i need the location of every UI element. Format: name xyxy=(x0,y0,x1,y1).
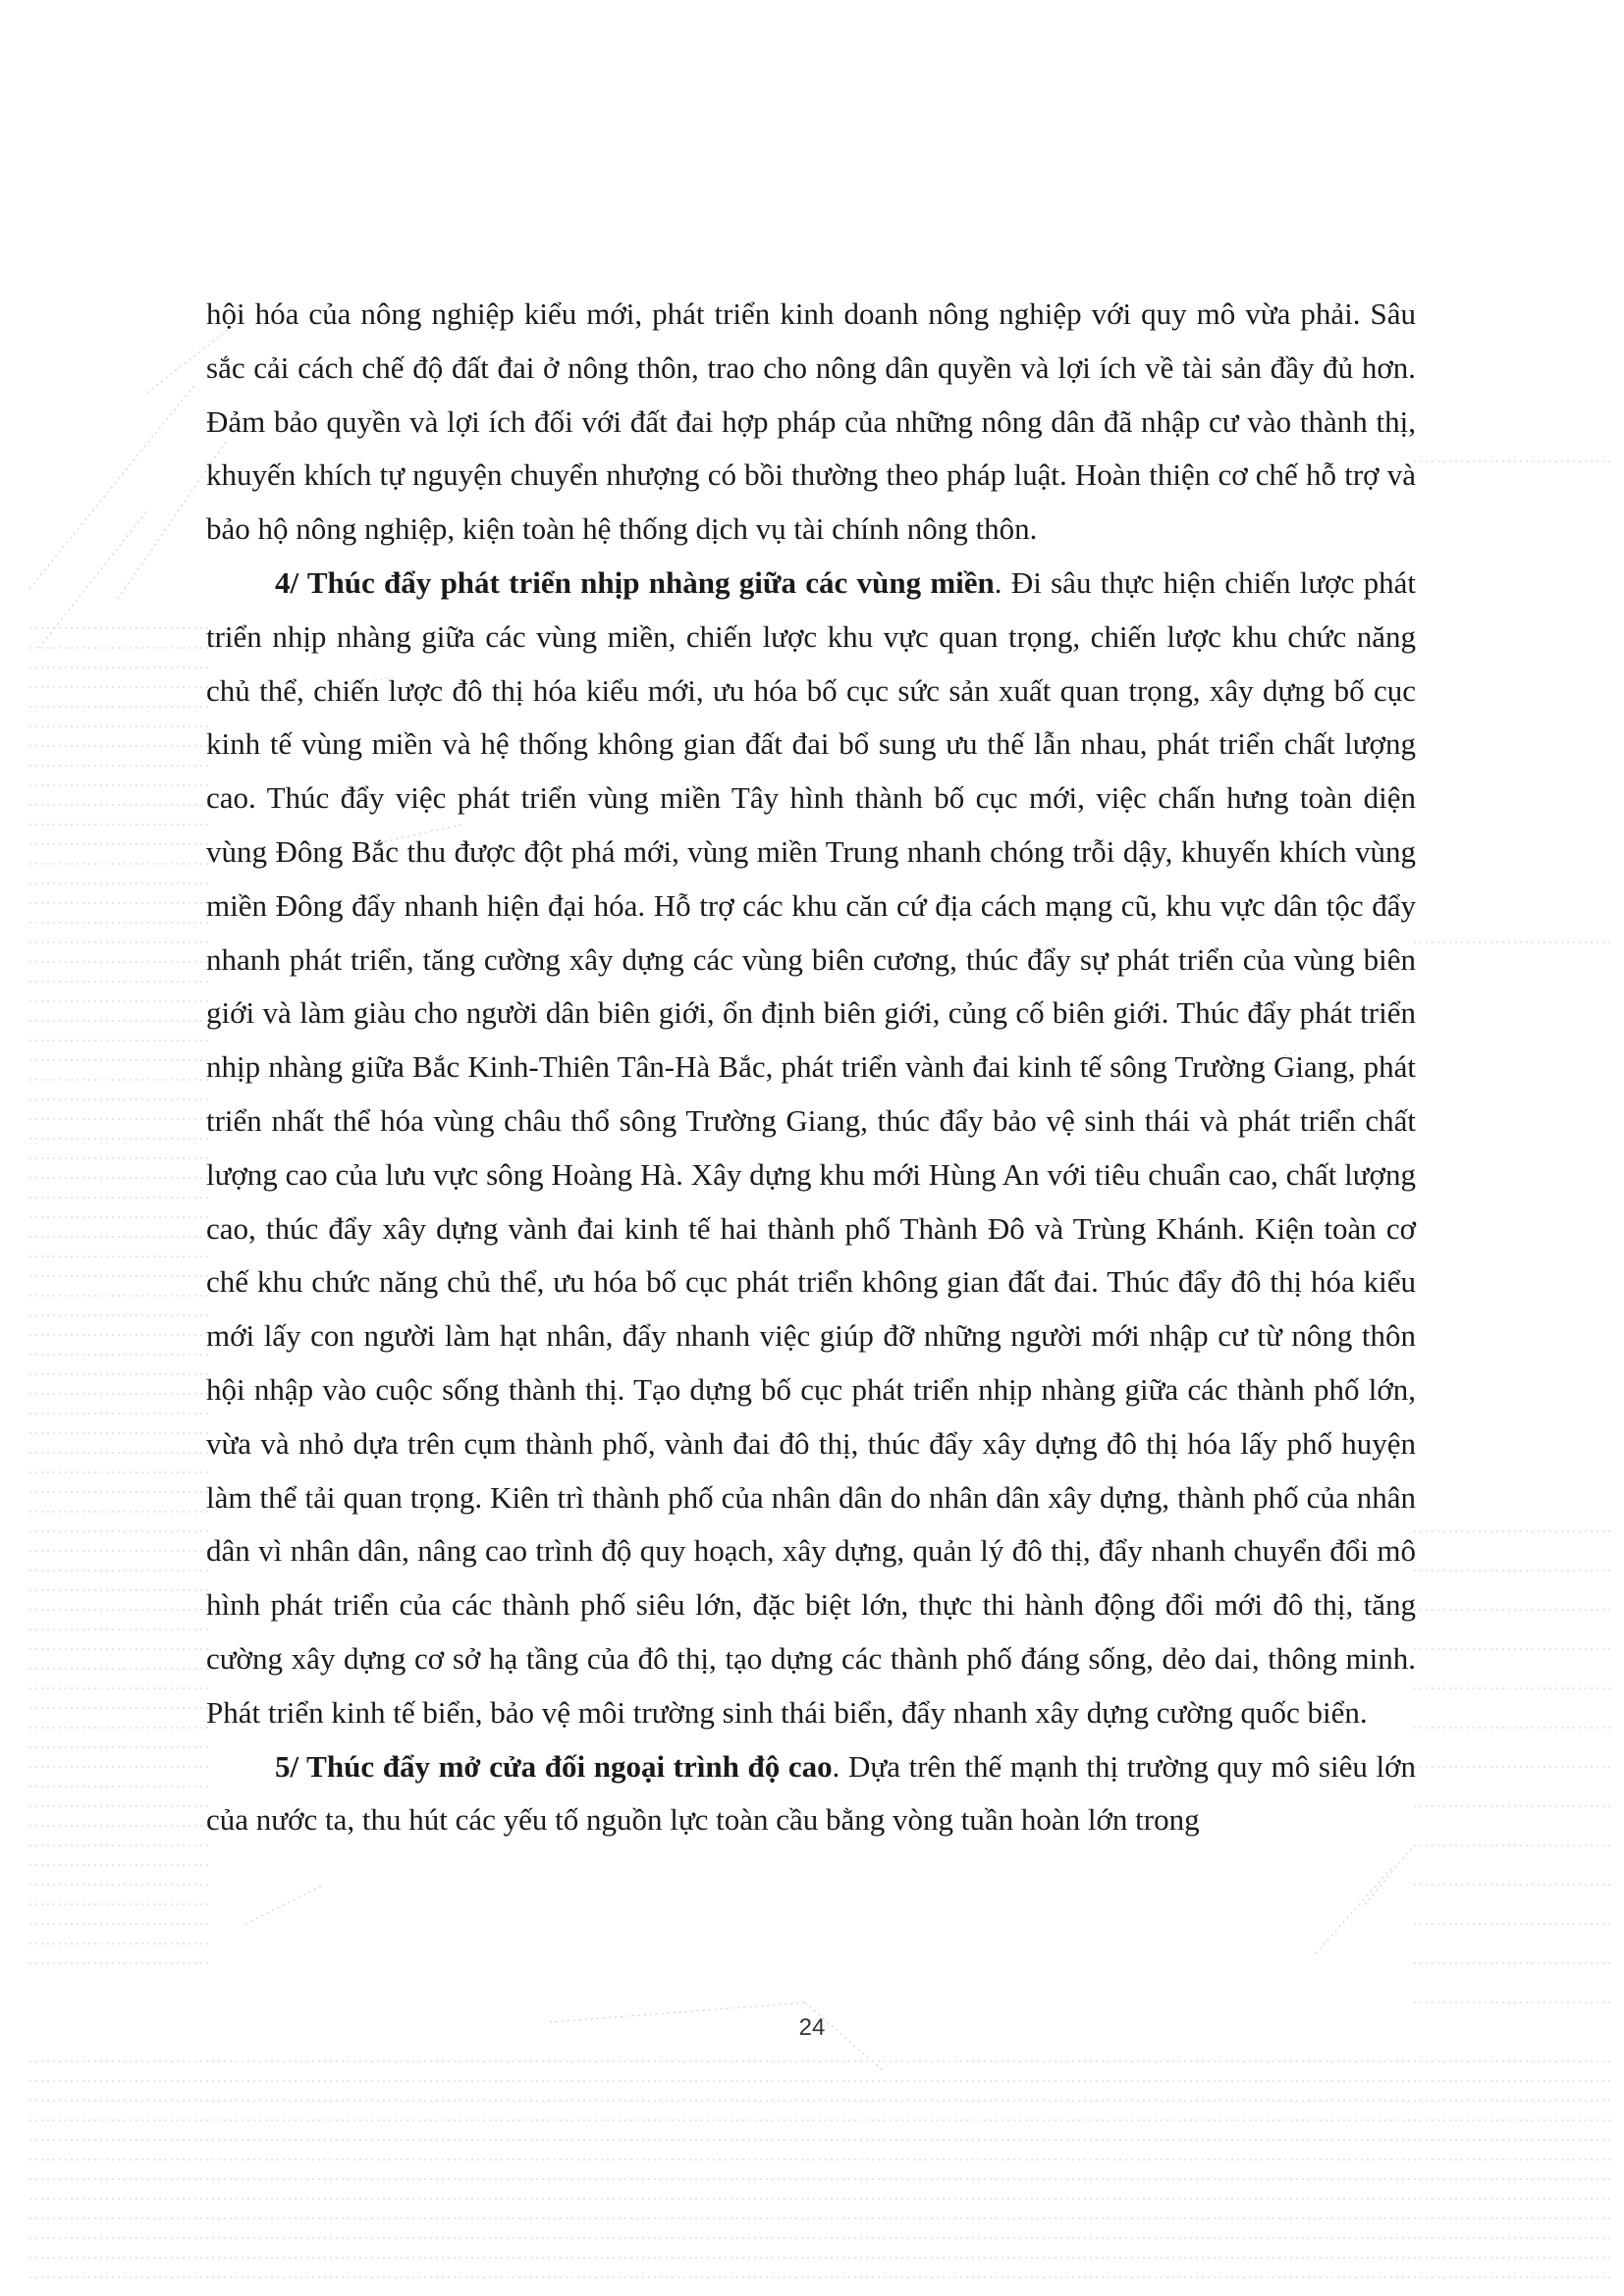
document-body xyxy=(206,288,1416,1847)
page-number: 24 xyxy=(798,2014,826,2041)
paragraph-1-text: hội hóa của nông nghiệp kiểu mới, phát triển kinh doanh nông nghiệp với quy mô vừa phải. Sâu sắc cải cách chế độ đất đai ở nông thôn, trao cho nông dân quyền và lợi ích về tài sản đầy đủ hơn. Đảm bảo quyền và lợi ích đối với đất đai hợp pháp của những nông dân đã nhập cư vào thành thị, khuyến khích tự nguyện chuyển nhượng có bồi thường theo pháp luật. Hoàn thiện cơ chế hỗ trợ và bảo hộ nông nghiệp, kiện toàn hệ thống dịch vụ tài chính nông thôn. xyxy=(206,296,1416,547)
paragraph-3-text: . Dựa trên thế mạnh thị trường quy mô siêu lớn của nước ta, thu hút các yếu tố nguồn lực toàn cầu bằng vòng tuần hoàn lớn trong xyxy=(206,1748,1416,1838)
paragraph-2 xyxy=(206,557,1416,1740)
paragraph-2-text: . Đi sâu thực hiện chiến lược phát triển nhịp nhàng giữa các vùng miền, chiến lược khu vực quan trọng, chiến lược khu chức năng chủ thể, chiến lược đô thị hóa kiểu mới, ưu hóa bố cục sức sản xuất quan trọng, xây dựng bố cục kinh tế vùng miền và hệ thống không gian đất đai bổ sung ưu thế lẫn nhau, phát triển chất lượng cao. Thúc đẩy việc phát triển vùng miền Tây hình thành bố cục mới, việc chấn hưng toàn diện vùng Đông Bắc thu được đột phá mới, vùng miền Trung nhanh chóng trỗi dậy, khuyến khích vùng miền Đông đẩy nhanh hiện đại hóa. Hỗ trợ các khu căn cứ địa cách mạng cũ, khu vực dân tộc đẩy nhanh phát triển, tăng cường xây dựng các vùng biên cương, thúc đẩy sự phát triển của vùng biên giới và làm giàu cho người dân biên giới, ổn định biên giới, củng cố biên giới. Thúc đẩy phát triển nhịp nhàng giữa Bắc Kinh-Thiên Tân-Hà Bắc, phát triển vành đai kinh tế sông Trường Giang, phát triển nhất thể hóa vùng châu thổ sông Trường Giang, thúc đẩy bảo vệ sinh thái và phát triển chất lượng cao của lưu vực sông Hoàng Hà. Xây dựng khu mới Hùng An với tiêu chuẩn cao, chất lượng cao, thúc đẩy xây dựng vành đai kinh tế hai thành phố Thành Đô và Trùng Khánh. Kiện toàn cơ chế khu chức năng chủ thể, ưu hóa bố cục phát triển không gian đất đai. Thúc đẩy đô thị hóa kiểu mới lấy con người làm hạt nhân, đẩy nhanh việc giúp đỡ những người mới nhập cư từ nông thôn hội nhập vào cuộc sống thành thị. Tạo dựng bố cục phát triển nhịp nhàng giữa các thành phố lớn, vừa và nhỏ dựa trên cụm thành phố, vành đai đô thị, thúc đẩy xây dựng đô thị hóa lấy phố huyện làm thể tải quan trọng. Kiên trì thành phố của nhân dân do nhân dân xây dựng, thành phố của nhân dân vì nhân dân, nâng cao trình độ quy hoạch, xây dựng, quản lý đô thị, đẩy nhanh chuyển đổi mô hình phát triển của các thành phố siêu lớn, đặc biệt lớn, thực thi hành động đổi mới đô thị, tăng cường xây dựng cơ sở hạ tầng của đô thị, tạo dựng các thành phố đáng sống, dẻo dai, thông minh. Phát triển kinh tế biển, bảo vệ môi trường sinh thái biển, đẩy nhanh xây dựng cường quốc biển. xyxy=(206,564,1416,1730)
section-4-heading: 4/ Thúc đẩy phát triển nhịp nhàng giữa các vùng miền xyxy=(275,564,995,600)
paragraph-1 xyxy=(206,288,1416,557)
paragraph-3 xyxy=(206,1740,1416,1848)
section-5-heading: 5/ Thúc đẩy mở cửa đối ngoại trình độ cao xyxy=(275,1748,833,1784)
